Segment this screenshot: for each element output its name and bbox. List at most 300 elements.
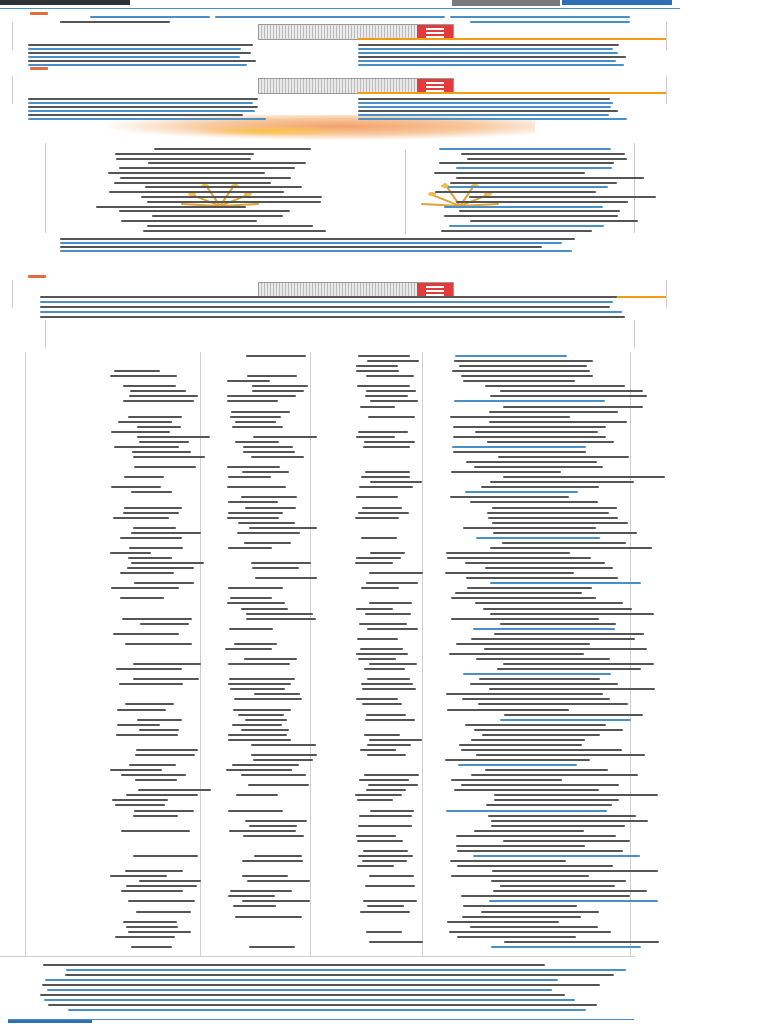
table-row — [367, 754, 407, 756]
text-line — [40, 296, 617, 298]
header-link[interactable] — [90, 16, 210, 18]
table-row — [235, 441, 280, 443]
table-row — [491, 880, 626, 882]
text-line — [358, 48, 613, 50]
table-row — [457, 865, 613, 867]
table-row — [228, 810, 283, 812]
banner-accent-rule — [358, 92, 666, 94]
footer-link[interactable] — [47, 989, 552, 991]
table-row — [133, 456, 205, 458]
table-row — [466, 577, 618, 579]
info-panel-line — [469, 196, 656, 198]
table-row — [249, 946, 295, 948]
table-row — [490, 547, 652, 549]
info-panel-line — [96, 206, 245, 208]
table-row — [227, 486, 286, 488]
table-row — [232, 764, 299, 766]
table-row — [251, 754, 318, 756]
table-row — [249, 527, 317, 529]
table-row — [492, 522, 628, 524]
table-row — [356, 370, 399, 372]
table-row — [370, 552, 405, 554]
table-row — [227, 517, 279, 519]
table-row — [126, 885, 197, 887]
table-row — [113, 633, 179, 635]
table-row — [456, 845, 585, 847]
table-row — [356, 608, 393, 610]
table-row — [252, 567, 299, 569]
table-row — [137, 426, 181, 428]
table-row — [228, 683, 291, 685]
table-row — [489, 411, 617, 413]
table-row — [111, 587, 179, 589]
promo-banner-block — [12, 280, 667, 308]
text-line — [60, 238, 575, 240]
table-row — [461, 375, 593, 377]
table-row — [491, 825, 625, 827]
table-row — [116, 668, 182, 670]
table-row — [366, 582, 418, 584]
table-row — [461, 784, 620, 786]
table-row — [359, 815, 412, 817]
table-row — [500, 885, 615, 887]
table-row — [493, 532, 637, 534]
table-row — [476, 537, 600, 539]
info-panel-divider — [405, 150, 406, 234]
header-link[interactable] — [470, 21, 630, 23]
info-panel-line — [141, 196, 323, 198]
header-nav-bar[interactable] — [562, 0, 672, 5]
table-row — [124, 507, 182, 509]
table-row — [483, 608, 632, 610]
text-line — [40, 306, 610, 308]
text-line — [28, 114, 243, 116]
table-row — [227, 466, 281, 468]
table-row — [133, 527, 176, 529]
table-row — [461, 749, 623, 751]
info-panel-line — [450, 182, 618, 184]
section-tag — [30, 67, 48, 70]
table-row — [474, 466, 603, 468]
table-row — [367, 360, 419, 362]
table-row — [241, 729, 288, 731]
table-row — [358, 658, 397, 660]
table-row — [457, 936, 576, 938]
table-row — [491, 946, 641, 948]
info-panel-line — [461, 153, 625, 155]
table-row — [355, 517, 399, 519]
table-row — [453, 436, 606, 438]
table-row — [473, 855, 640, 857]
table-row — [445, 572, 574, 574]
wheat-icon — [410, 180, 510, 208]
table-row — [232, 724, 283, 726]
table-row — [504, 714, 643, 716]
table-row — [366, 714, 406, 716]
table-row — [364, 774, 419, 776]
table-row — [137, 719, 181, 721]
table-row — [366, 375, 414, 377]
text-line — [358, 106, 611, 108]
footer-link[interactable] — [42, 984, 600, 986]
table-row — [138, 789, 212, 791]
table-row — [133, 678, 199, 680]
info-panel-line — [470, 220, 638, 222]
table-row — [470, 926, 598, 928]
table-row — [456, 643, 590, 645]
table-row — [474, 729, 623, 731]
table-row — [358, 825, 412, 827]
text-line — [358, 60, 616, 62]
info-panel-line — [439, 148, 611, 150]
table-row — [243, 446, 293, 448]
text-line — [40, 311, 622, 313]
table-row — [119, 683, 184, 685]
table-row — [363, 446, 409, 448]
text-line — [40, 301, 613, 303]
table-row — [488, 815, 636, 817]
table-row — [228, 734, 287, 736]
text-line — [358, 110, 618, 112]
table-row — [356, 653, 408, 655]
table-row — [453, 451, 586, 453]
column-divider — [630, 352, 631, 956]
footer-link[interactable] — [44, 999, 574, 1001]
footer-link[interactable] — [48, 1004, 597, 1006]
info-panel-line — [114, 182, 270, 184]
footer-link[interactable] — [65, 974, 614, 976]
info-panel-line — [449, 225, 604, 227]
table-row — [447, 557, 591, 559]
info-panel-line — [120, 177, 291, 179]
table-row — [123, 921, 177, 923]
table-row — [248, 784, 309, 786]
table-row — [452, 446, 585, 448]
table-row — [115, 936, 175, 938]
table-row — [111, 486, 162, 488]
table-row — [362, 507, 402, 509]
table-row — [365, 471, 410, 473]
table-row — [369, 572, 423, 574]
banner-cta-button[interactable] — [417, 25, 453, 39]
table-row — [110, 375, 176, 377]
header-link[interactable] — [60, 21, 170, 23]
table-row — [134, 466, 195, 468]
text-line — [28, 118, 266, 120]
table-row — [134, 582, 194, 584]
table-row — [129, 547, 183, 549]
info-panel-line — [109, 191, 284, 193]
table-row — [362, 860, 407, 862]
table-row — [125, 643, 192, 645]
table-row — [466, 461, 597, 463]
table-row — [485, 769, 607, 771]
header-logo-bar[interactable] — [0, 0, 130, 5]
info-panel-line — [154, 148, 311, 150]
table-row — [502, 542, 626, 544]
footer-link[interactable] — [43, 964, 545, 966]
table-row — [488, 517, 617, 519]
table-row — [470, 683, 617, 685]
table-row — [136, 911, 191, 913]
text-line — [28, 106, 258, 108]
table-row — [251, 744, 316, 746]
table-row — [111, 431, 170, 433]
table-row — [369, 739, 422, 741]
table-row — [451, 471, 561, 473]
table-row — [242, 875, 288, 877]
table-row — [449, 653, 584, 655]
table-row — [490, 613, 654, 615]
table-row — [235, 421, 276, 423]
info-panel-line — [115, 153, 254, 155]
table-row — [451, 875, 589, 877]
text-line — [28, 102, 253, 104]
table-row — [356, 557, 401, 559]
text-line — [358, 118, 627, 120]
info-panel-line — [152, 215, 282, 217]
table-row — [234, 643, 278, 645]
table-row — [238, 714, 283, 716]
table-row — [356, 365, 398, 367]
table-row — [232, 426, 284, 428]
table-row — [128, 416, 182, 418]
table-row — [233, 709, 292, 711]
table-row — [368, 416, 414, 418]
table-row — [489, 421, 626, 423]
table-row — [504, 941, 659, 943]
table-row — [230, 688, 285, 690]
table-row — [497, 668, 641, 670]
table-row — [498, 456, 629, 458]
table-row — [360, 749, 395, 751]
footer-link[interactable] — [40, 994, 565, 996]
table-row — [491, 820, 648, 822]
info-panel-line — [121, 220, 256, 222]
table-row — [243, 451, 295, 453]
text-line — [28, 64, 247, 66]
text-line — [28, 44, 253, 46]
table-row — [229, 678, 295, 680]
info-panel-line — [147, 225, 312, 227]
column-divider — [422, 352, 423, 956]
table-row — [503, 840, 630, 842]
table-row — [230, 416, 280, 418]
footer-accent — [8, 1020, 92, 1023]
table-row — [131, 562, 204, 564]
table-row — [492, 870, 658, 872]
table-row — [366, 789, 405, 791]
table-row — [463, 380, 575, 382]
table-row — [110, 769, 162, 771]
table-row — [136, 749, 197, 751]
table-row — [492, 507, 617, 509]
table-row — [367, 628, 418, 630]
table-row — [133, 855, 198, 857]
table-row — [459, 744, 583, 746]
table-row — [361, 587, 399, 589]
table-row — [361, 537, 398, 539]
table-row — [451, 779, 562, 781]
table-row — [458, 764, 577, 766]
table-row — [359, 623, 407, 625]
table-row — [246, 618, 315, 620]
table-row — [454, 789, 599, 791]
table-row — [244, 542, 291, 544]
footer-link[interactable] — [68, 1009, 586, 1011]
text-line — [358, 56, 626, 58]
text-line — [28, 48, 241, 50]
banner-accent-rule — [358, 38, 666, 40]
footer-link[interactable] — [45, 979, 558, 981]
table-row — [244, 658, 297, 660]
table-row — [369, 663, 417, 665]
section-box — [45, 320, 635, 348]
text-line — [358, 98, 610, 100]
table-row — [357, 840, 402, 842]
table-row — [128, 557, 172, 559]
table-row — [110, 875, 167, 877]
table-row — [230, 890, 291, 892]
section-tag — [30, 12, 48, 15]
table-row — [134, 810, 194, 812]
table-row — [358, 512, 409, 514]
table-row — [365, 885, 416, 887]
table-row — [364, 668, 406, 670]
info-panel-line — [143, 230, 327, 232]
table-row — [114, 446, 179, 448]
table-row — [241, 774, 306, 776]
table-row — [131, 946, 172, 948]
table-row — [137, 436, 210, 438]
text-line — [28, 52, 251, 54]
table-row — [357, 865, 394, 867]
table-row — [451, 618, 599, 620]
table-row — [123, 385, 176, 387]
table-row — [253, 759, 313, 761]
info-panel-line — [444, 215, 617, 217]
table-row — [463, 527, 596, 529]
table-row — [242, 471, 288, 473]
table-row — [132, 451, 190, 453]
info-panel-line — [434, 172, 586, 174]
table-row — [139, 729, 179, 731]
table-row — [245, 719, 287, 721]
header-divider — [0, 8, 680, 9]
table-row — [503, 663, 654, 665]
table-row — [355, 562, 393, 564]
table-row — [447, 921, 559, 923]
table-row — [447, 709, 570, 711]
table-row — [485, 385, 625, 387]
table-row — [228, 547, 272, 549]
table-row — [255, 577, 318, 579]
table-row — [362, 688, 416, 690]
table-row — [471, 638, 635, 640]
table-row — [463, 673, 612, 675]
banner-cta-button[interactable] — [417, 283, 453, 297]
table-row — [135, 779, 176, 781]
table-row — [228, 739, 290, 741]
table-row — [358, 855, 413, 857]
table-row — [245, 820, 307, 822]
info-panel-line — [456, 201, 628, 203]
table-row — [123, 512, 179, 514]
table-row — [227, 380, 269, 382]
banner-cta-button[interactable] — [417, 79, 453, 93]
table-row — [364, 734, 400, 736]
table-row — [481, 486, 600, 488]
table-row — [361, 476, 409, 478]
table-row — [360, 648, 403, 650]
table-row — [481, 911, 599, 913]
table-row — [139, 880, 201, 882]
text-line — [358, 64, 624, 66]
table-row — [135, 754, 195, 756]
table-row — [370, 481, 422, 483]
table-row — [485, 567, 613, 569]
table-row — [245, 507, 296, 509]
footer-link[interactable] — [66, 969, 626, 971]
table-row — [127, 567, 194, 569]
table-row — [125, 870, 183, 872]
text-line — [60, 242, 562, 244]
table-row — [360, 911, 410, 913]
table-row — [133, 815, 178, 817]
table-row — [247, 375, 297, 377]
table-row — [475, 431, 599, 433]
table-row — [471, 739, 585, 741]
table-row — [117, 724, 161, 726]
section-tag — [28, 275, 46, 278]
table-row — [363, 850, 408, 852]
table-row — [128, 931, 191, 933]
table-row — [367, 744, 411, 746]
table-row — [231, 411, 291, 413]
table-row — [503, 406, 644, 408]
table-row — [226, 769, 293, 771]
table-row — [465, 562, 605, 564]
header-link[interactable] — [450, 16, 630, 18]
header-link[interactable] — [215, 16, 445, 18]
table-row — [358, 431, 408, 433]
table-row — [370, 810, 414, 812]
table-row — [126, 926, 179, 928]
table-row — [114, 370, 160, 372]
table-row — [454, 360, 594, 362]
table-row — [473, 628, 615, 630]
info-panel-line — [444, 206, 603, 208]
table-row — [503, 476, 665, 478]
table-row — [228, 512, 283, 514]
text-line — [28, 98, 258, 100]
table-row — [122, 618, 193, 620]
info-panel-line — [456, 177, 644, 179]
text-line — [358, 102, 613, 104]
table-row — [120, 572, 174, 574]
info-panel-line — [441, 230, 592, 232]
table-row — [237, 532, 301, 534]
table-row — [471, 774, 638, 776]
table-row — [229, 830, 296, 832]
text-line — [28, 60, 256, 62]
table-row — [365, 613, 412, 615]
table-row — [474, 830, 585, 832]
table-row — [367, 678, 410, 680]
table-row — [490, 481, 634, 483]
table-row — [476, 658, 611, 660]
table-row — [249, 825, 297, 827]
